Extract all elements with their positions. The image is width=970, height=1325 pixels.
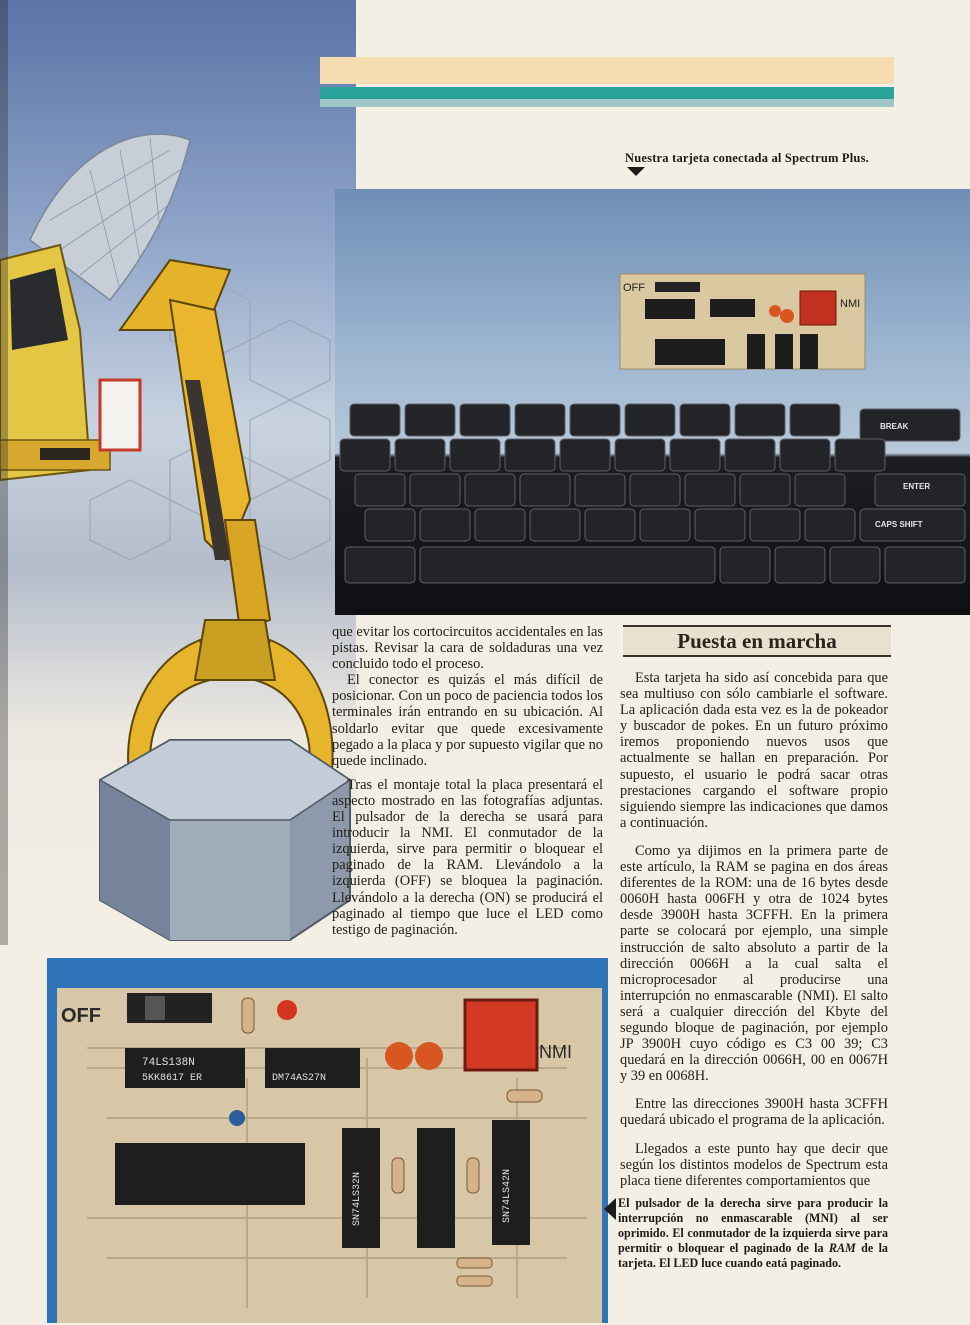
board-label-nmi: NMI [539, 1042, 572, 1062]
card-label-off: OFF [623, 282, 645, 294]
board-label-off: OFF [61, 1005, 101, 1027]
chip-label-74ls138n: 74LS138N [142, 1057, 195, 1069]
key-label-enter: ENTER [903, 482, 931, 491]
photo-spectrum-plus [335, 189, 970, 615]
right-paragraph-4: Llegados a este punto hay que decir que según los distintos modelos de Spectrum esta placa tiene diferentes comportamientos que [620, 1140, 888, 1189]
chip-label-5kk8617: 5KK8617 ER [142, 1073, 203, 1084]
circuit-board-drawing [47, 958, 608, 1323]
card-label-nmi: NMI [840, 298, 861, 310]
article-column-right [620, 670, 888, 1189]
header-stripe-light [320, 99, 894, 107]
chip-label-sn74ls42n: SN74LS42N [502, 1168, 513, 1223]
excavator-illustration [0, 0, 356, 945]
caption-bottom [618, 1196, 888, 1271]
caption-bottom-text-1: El pulsador de la derecha sirve para producir la interrupción no enmascarable (MNI) al ser oprimido. El conmutador de la izquierda sirve para permitir o bloquear el paginado de la [618, 1196, 888, 1255]
page-gutter-shadow [0, 0, 8, 945]
caption-top: Nuestra tarjeta conectada al Spectrum Plus. [625, 151, 869, 165]
middle-paragraph-2: El conector es quizás el más difícil de posicionar. Con un poco de paciencia todos los terminales irán entrando en su ubicación. Al soldarlo evitar que quede excesivamente pegado a la placa y por supuesto vigilar que no quede inclinado. [332, 672, 603, 769]
right-paragraph-1: Esta tarjeta ha sido así concebida para que sea multiuso con sólo cambiarle el software. La aplicación dada esta vez es la de pokeador y buscador de pokes. En un futuro próximo iremos proponiendo nuevos usos que actualmente se hallan en preparación. Por supuesto, el usuario le podrá sacar otras prestaciones cargando el software propio siguiendo siempre las indicaciones que damos a continuación. [620, 670, 888, 831]
caption-arrow-down-icon [627, 167, 645, 176]
key-label-break: BREAK [880, 422, 909, 431]
excavator-drawing [0, 0, 356, 945]
photo-circuit-board [47, 958, 608, 1323]
header-stripe-teal [320, 87, 894, 99]
spectrum-photo-drawing [335, 189, 970, 615]
section-title: Puesta en marcha [623, 625, 891, 657]
right-paragraph-2: Como ya dijimos en la primera parte de este artículo, la RAM se pagina en dos áreas diferentes de la ROM: una de 16 bytes desde 0060H hasta 006FH y otra de 1024 bytes desde 3900H hasta 3CFFH. En la primera parte se colocará por ejemplo, una simple instrucción de salto absoluto a partir de la dirección 0066H a la cual salta el microprocesador al producirse una interrupción no enmascarable (NMI). El salto será a cualquier dirección del Kbyte del segundo bloque de paginación, por ejemplo JP 3900H cuyo código es C3 00 39; C3 quedará en la dirección 0066H, 00 en 0067H y 39 en 0068H. [620, 842, 888, 1085]
key-label-caps-shift: CAPS SHIFT [875, 520, 923, 529]
caption-arrow-left-icon [604, 1198, 616, 1220]
middle-paragraph-1: que evitar los cortocircuitos accidentales en las pistas. Revisar la cara de soldaduras una vez concluido todo el proceso. [332, 624, 603, 673]
right-paragraph-3: Entre las direcciones 3900H hasta 3CFFH quedará ubicado el programa de la aplicación. [620, 1096, 888, 1129]
chip-label-sn74ls32n: SN74LS32N [352, 1171, 363, 1226]
article-column-middle [332, 624, 603, 938]
header-stripe-beige [320, 57, 894, 84]
caption-bottom-text-2: de la tarjeta. El LED luce cuando eatá paginado. [618, 1241, 888, 1270]
middle-paragraph-3: Tras el montaje total la placa presentará el aspecto mostrado en las fotografías adjuntas. El pulsador de la derecha se usará para introducir la NMI. El conmutador de la izquierda, sirve para permitir o bloquear el paginado de la RAM. Llevándolo a la izquierda (OFF) se bloquea la paginación. Llevándolo a la derecha (ON) se producirá el paginado al tiempo que luce el LED como testigo de paginación. [332, 776, 603, 938]
caption-bottom-emphasis: RAM [828, 1241, 856, 1255]
chip-label-dm74as27n: DM74AS27N [272, 1073, 327, 1084]
